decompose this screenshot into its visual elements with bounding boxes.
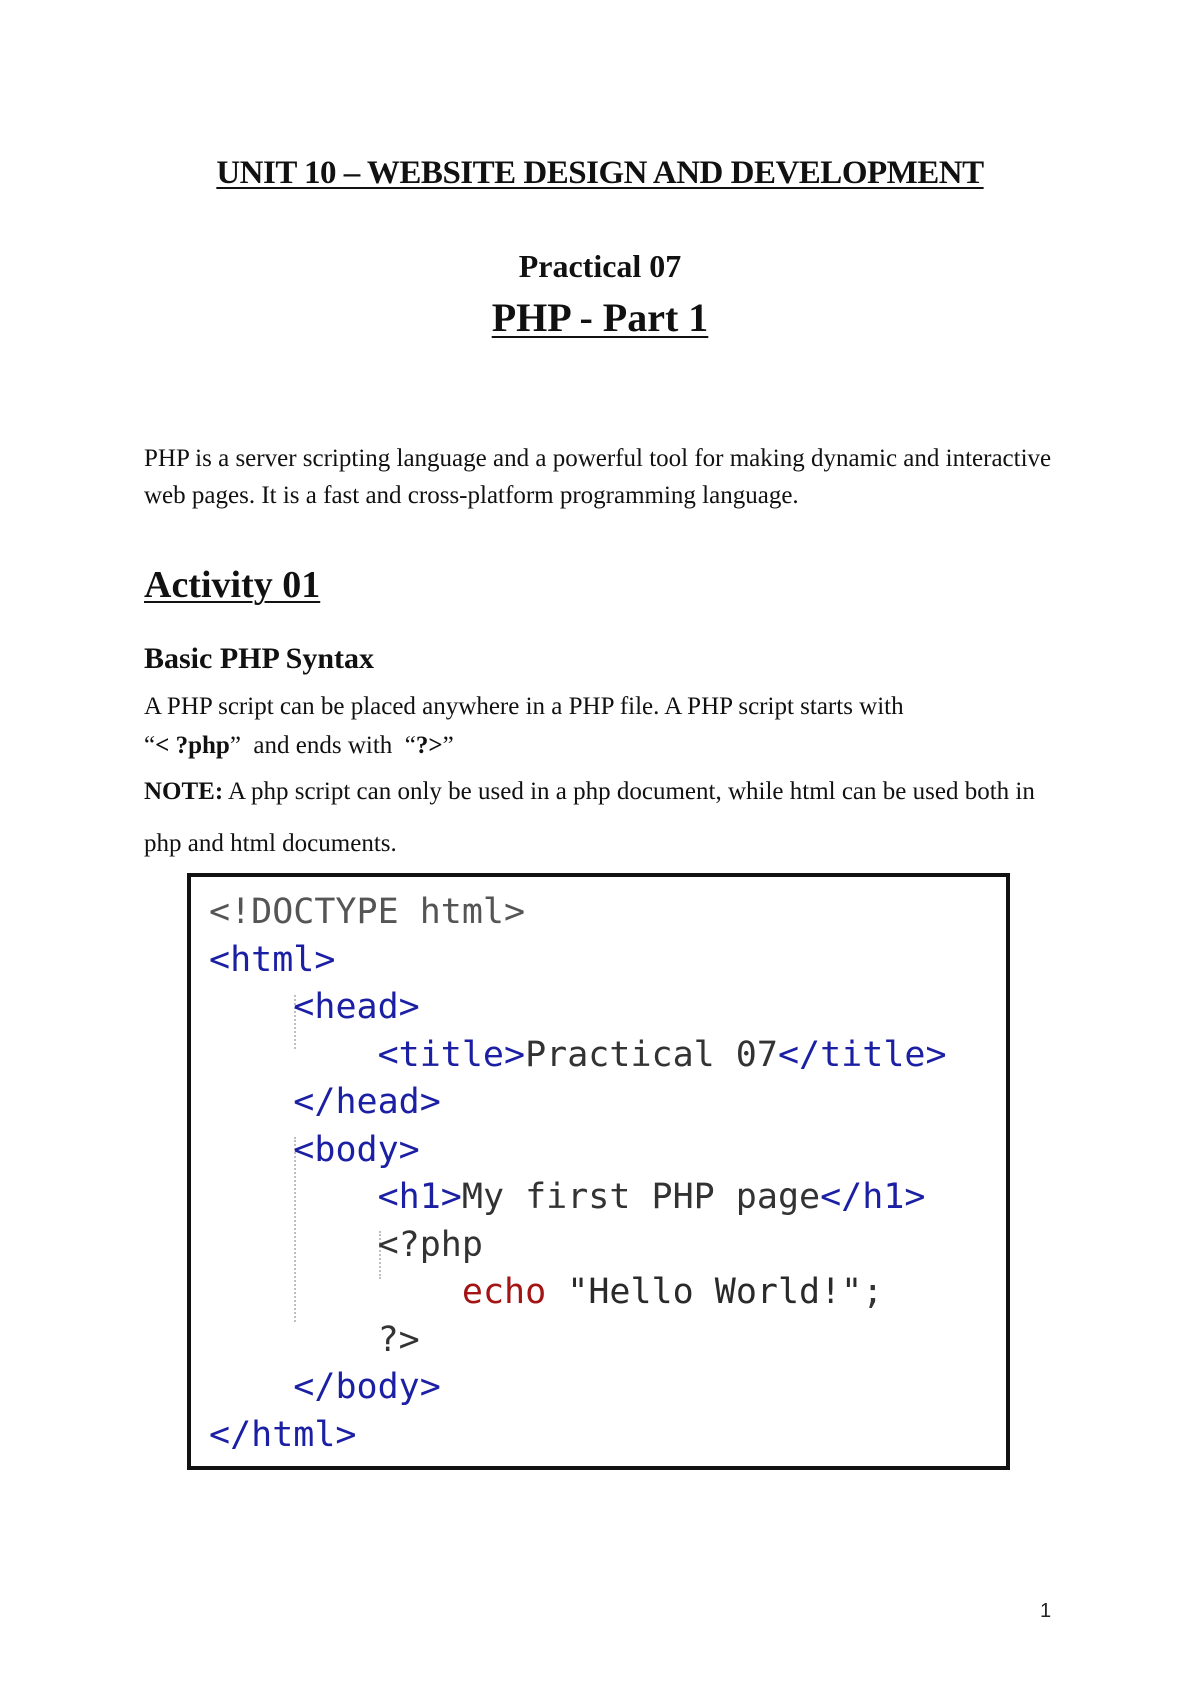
code-tag: </title> [777, 1034, 947, 1075]
note-text: A php script can only be used in a php document, while html can be used both in php and html documents. [144, 778, 1035, 857]
code-tag: </h1> [820, 1177, 926, 1217]
note-label: NOTE: [144, 778, 224, 805]
code-line [209, 1317, 947, 1365]
code-tag: <h1> [377, 1177, 462, 1217]
code-line [209, 1079, 947, 1127]
unit-title: UNIT 10 – WEBSITE DESIGN AND DEVELOPMENT [216, 155, 984, 191]
code-string: "Hello World!" [567, 1272, 863, 1312]
syntax-open-tag: < ?php [155, 732, 230, 759]
code-php-close: ?> [377, 1319, 420, 1360]
code-line [209, 1269, 947, 1317]
syntax-open-quote: “ [144, 732, 156, 759]
code-line [209, 984, 947, 1032]
code-line [209, 1032, 947, 1080]
syntax-text: A PHP script can be placed anywhere in a PHP file. A PHP script starts with [144, 693, 904, 720]
syntax-close-tag: ?> [415, 732, 443, 759]
activity-heading: Activity 01 [144, 564, 321, 606]
code-tag: <title> [377, 1034, 526, 1075]
code-keyword: echo [461, 1272, 547, 1312]
code-php-open: <?php [377, 1224, 483, 1265]
code-line [209, 1364, 947, 1412]
code-tag: <body> [293, 1129, 420, 1170]
practical-label: Practical 07 [518, 248, 682, 284]
code-text: My first PHP page [461, 1177, 821, 1217]
section-heading: Basic PHP Syntax [144, 642, 375, 675]
code-line [209, 1412, 947, 1460]
code-tag: </body> [293, 1367, 441, 1407]
code-line [209, 1174, 947, 1222]
code-text: Practical 07 [525, 1034, 778, 1075]
code-line [209, 937, 947, 985]
code-tag: </head> [293, 1082, 441, 1122]
code-tag: </html> [209, 1414, 357, 1455]
code-line [209, 1127, 947, 1175]
code-line [209, 1222, 947, 1270]
code-tag: <html> [209, 939, 336, 980]
code-screenshot [187, 873, 1010, 1470]
topic-title: PHP - Part 1 [491, 295, 709, 340]
syntax-middle: ” and ends with “ [229, 732, 416, 759]
intro-paragraph: PHP is a server scripting language and a powerful tool for making dynamic and interactive web pages. It is a fast and cross-platform programming language. [144, 445, 1052, 509]
code-line [209, 889, 947, 937]
code-block [209, 889, 947, 1459]
syntax-paragraph [144, 687, 1064, 765]
page-number: 1 [1040, 1600, 1052, 1622]
code-tag: <head> [293, 987, 420, 1027]
note-paragraph [144, 766, 1044, 870]
code-doctype: <!DOCTYPE html> [209, 892, 526, 932]
code-text: ; [862, 1272, 884, 1312]
syntax-end-quote: ” [442, 732, 454, 759]
